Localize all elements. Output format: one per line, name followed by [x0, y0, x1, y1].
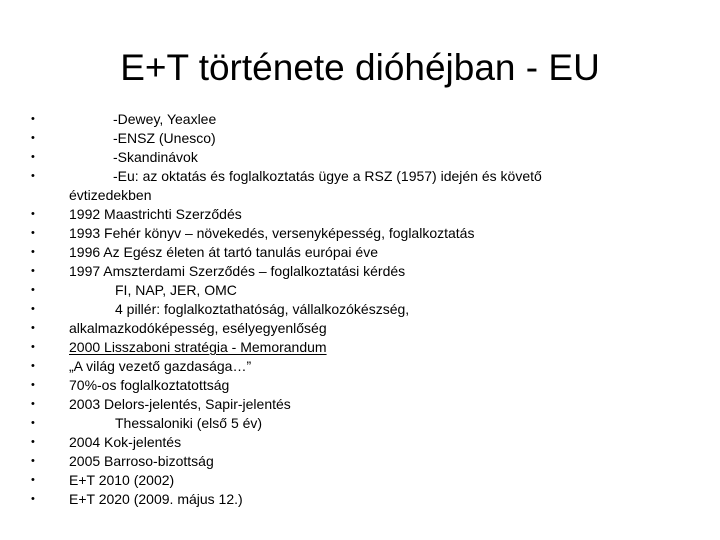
list-item	[0, 300, 720, 319]
list-item	[0, 167, 720, 186]
bullet-icon: •	[31, 493, 35, 505]
list-item	[0, 414, 720, 433]
list-item-text: 1996 Az Egész életen át tartó tanulás európai éve	[69, 244, 378, 260]
list-item	[0, 357, 720, 376]
list-item	[0, 433, 720, 452]
bullet-icon: •	[31, 208, 35, 220]
list-item	[0, 243, 720, 262]
list-item-text: Thessaloniki (első 5 év)	[115, 415, 263, 431]
list-item	[0, 319, 720, 338]
list-item-text: 1997 Amszterdami Szerződés – foglalkoztatási kérdés	[69, 263, 406, 279]
bullet-icon: •	[31, 170, 35, 182]
list-item	[0, 452, 720, 471]
list-item-text: FI, NAP, JER, OMC	[115, 282, 237, 298]
list-item-text: alkalmazkodóképesség, esélyegyenlőség	[69, 320, 327, 336]
list-item	[0, 110, 720, 129]
bullet-icon: •	[31, 360, 35, 372]
list-item-text: „A világ vezető gazdasága…”	[69, 358, 252, 374]
bullet-icon: •	[31, 151, 35, 163]
list-item-text: 2000 Lisszaboni stratégia - Memorandum	[69, 339, 327, 355]
list-item	[0, 490, 720, 509]
list-item-text: 2004 Kok-jelentés	[69, 434, 182, 450]
bullet-icon: •	[31, 113, 35, 125]
list-item-text: évtizedekben	[69, 187, 152, 203]
bullet-icon: •	[31, 436, 35, 448]
list-item-text: -Eu: az oktatás és foglalkoztatás ügye a RSZ (1957) idején és követő	[113, 168, 542, 184]
bullet-icon: •	[31, 246, 35, 258]
list-item-text: -Dewey, Yeaxlee	[113, 111, 217, 127]
bullet-icon: •	[31, 379, 35, 391]
bullet-icon: •	[31, 132, 35, 144]
slide-title: E+T története dióhéjban - EU	[120, 47, 600, 88]
bullet-icon: •	[31, 417, 35, 429]
list-item	[0, 186, 720, 205]
list-item	[0, 262, 720, 281]
list-item	[0, 376, 720, 395]
list-item	[0, 205, 720, 224]
list-item	[0, 129, 720, 148]
list-item-text: E+T 2020 (2009. május 12.)	[69, 491, 243, 507]
list-item	[0, 281, 720, 300]
bullet-icon: •	[31, 455, 35, 467]
list-item-text: -Skandinávok	[113, 149, 198, 165]
list-item-text: 1992 Maastrichti Szerződés	[69, 206, 242, 222]
bullet-icon: •	[31, 474, 35, 486]
list-item-text: 1993 Fehér könyv – növekedés, versenyképesség, foglalkoztatás	[69, 225, 475, 241]
list-item-text: 2005 Barroso-bizottság	[69, 453, 214, 469]
list-item-text: -ENSZ (Unesco)	[113, 130, 216, 146]
bullet-list	[0, 110, 720, 509]
bullet-icon: •	[31, 284, 35, 296]
list-item-text: E+T 2010 (2002)	[69, 472, 175, 488]
bullet-icon: •	[31, 227, 35, 239]
list-item-text: 70%-os foglalkoztatottság	[69, 377, 230, 393]
bullet-icon: •	[31, 303, 35, 315]
bullet-icon: •	[31, 265, 35, 277]
list-item	[0, 224, 720, 243]
list-item	[0, 148, 720, 167]
bullet-icon: •	[31, 398, 35, 410]
list-item	[0, 338, 720, 357]
list-item-text: 2003 Delors-jelentés, Sapir-jelentés	[69, 396, 291, 412]
list-item-text: 4 pillér: foglalkoztathatóság, vállalkozókészség,	[115, 301, 410, 317]
list-item	[0, 471, 720, 490]
bullet-icon: •	[31, 322, 35, 334]
list-item	[0, 395, 720, 414]
bullet-icon: •	[31, 341, 35, 353]
